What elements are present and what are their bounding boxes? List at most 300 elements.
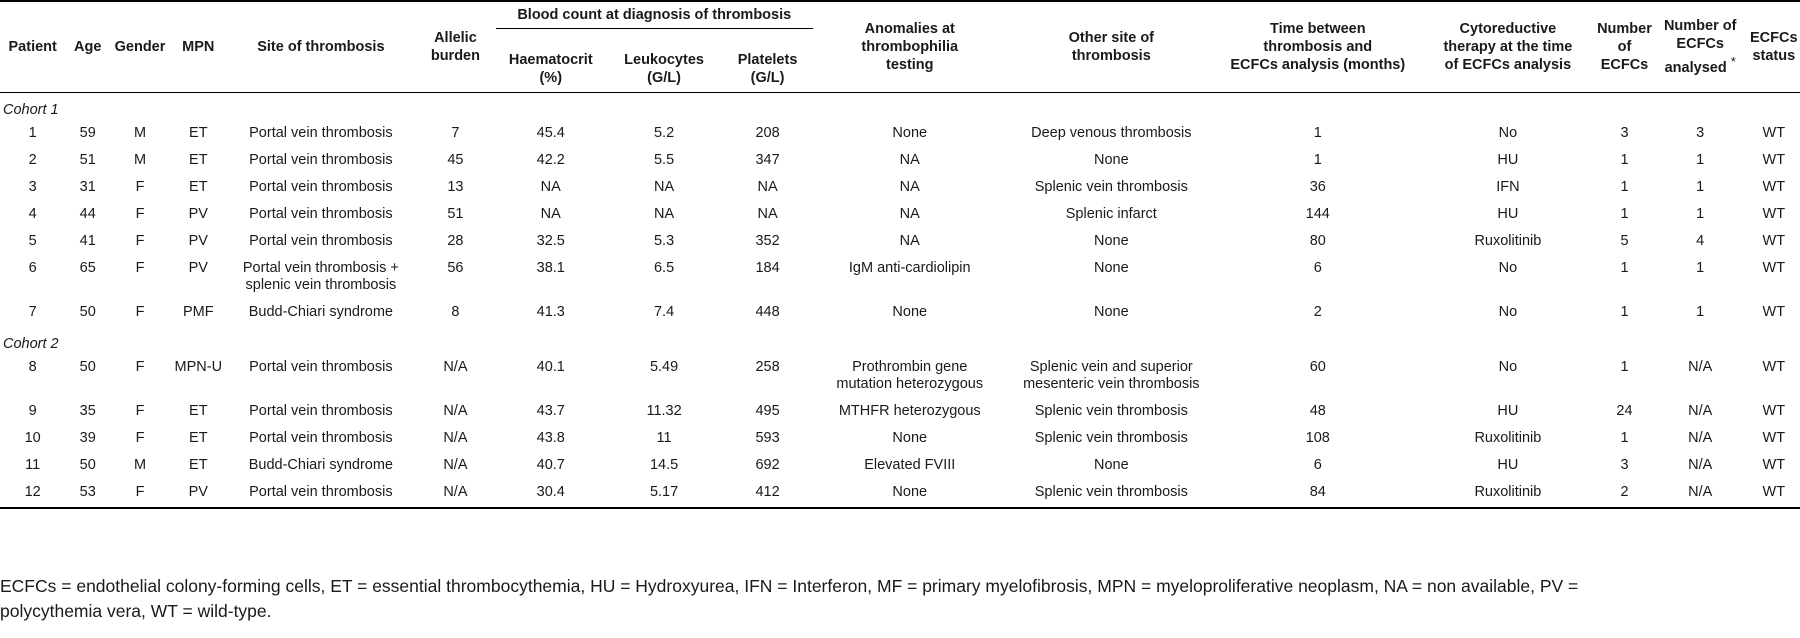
haematocrit-cell bbox=[496, 175, 606, 202]
cytoreductive-cell-text: Ruxolitinib bbox=[1474, 430, 1542, 446]
platelets-cell bbox=[722, 300, 812, 327]
cohort-1-label: Cohort 1 bbox=[3, 102, 59, 118]
number-ecfcs-cell bbox=[1596, 426, 1653, 453]
haematocrit-cell-text: NA bbox=[540, 179, 561, 195]
col-anom-l3: testing bbox=[885, 57, 934, 73]
time-cell-text: 108 bbox=[1305, 430, 1330, 446]
patient-cell-text: 4 bbox=[28, 206, 37, 222]
age-cell bbox=[65, 202, 110, 229]
cytoreductive-cell bbox=[1420, 357, 1597, 399]
col-hct-l2: (%) bbox=[539, 70, 563, 86]
other-site-cell-text: None bbox=[1093, 457, 1129, 473]
gender-cell-text: F bbox=[135, 430, 145, 446]
ecfcs-analysed-cell bbox=[1653, 123, 1748, 148]
age-cell bbox=[65, 123, 110, 148]
col-anom-l2: thrombophilia bbox=[861, 39, 959, 55]
other-site-cell bbox=[1007, 480, 1216, 508]
platelets-cell-text: NA bbox=[757, 179, 778, 195]
other-site-cell bbox=[1007, 229, 1216, 256]
patient-cell-text: 8 bbox=[28, 359, 37, 375]
table-header bbox=[0, 1, 1800, 93]
patient-cell bbox=[0, 357, 65, 399]
haematocrit-cell bbox=[496, 123, 606, 148]
other-site-cell-text: None bbox=[1093, 260, 1129, 276]
col-leukocytes bbox=[606, 29, 723, 93]
col-num-l1: Number bbox=[1597, 21, 1652, 37]
cytoreductive-cell-text: HU bbox=[1497, 206, 1519, 222]
allelic-burden-cell-text: N/A bbox=[443, 430, 468, 446]
age-cell bbox=[65, 453, 110, 480]
haematocrit-cell bbox=[496, 256, 606, 300]
number-ecfcs-cell bbox=[1596, 229, 1653, 256]
table-row bbox=[0, 256, 1800, 300]
mpn-cell bbox=[170, 357, 227, 399]
leukocytes-cell bbox=[606, 175, 723, 202]
gender-cell-text: M bbox=[133, 457, 147, 473]
gender-cell bbox=[110, 357, 170, 399]
cytoreductive-cell bbox=[1420, 480, 1597, 508]
platelets-cell-text: 448 bbox=[755, 304, 780, 320]
other-site-cell-text: Splenic infarct bbox=[1065, 206, 1157, 222]
gender-cell bbox=[110, 480, 170, 508]
haematocrit-cell bbox=[496, 229, 606, 256]
time-cell-text: 48 bbox=[1309, 403, 1326, 419]
ecfcs-analysed-cell-text: N/A bbox=[1688, 430, 1713, 446]
other-site-cell-text: Splenic vein thrombosis bbox=[1034, 403, 1188, 419]
cytoreductive-cell-text: No bbox=[1498, 125, 1518, 141]
mpn-cell-text: ET bbox=[189, 125, 208, 141]
cytoreductive-cell bbox=[1420, 202, 1597, 229]
leukocytes-cell-text: 6.5 bbox=[653, 260, 675, 276]
haematocrit-cell-text: 32.5 bbox=[536, 233, 565, 249]
cytoreductive-cell bbox=[1420, 148, 1597, 175]
allelic-burden-cell bbox=[415, 480, 496, 508]
age-cell bbox=[65, 148, 110, 175]
ecfcs-status-cell bbox=[1748, 148, 1800, 175]
age-cell-text: 53 bbox=[79, 484, 96, 500]
other-site-cell bbox=[1007, 426, 1216, 453]
site-cell-text-line2: splenic vein thrombosis bbox=[245, 277, 397, 293]
leukocytes-cell-text: 7.4 bbox=[653, 304, 675, 320]
col-haematocrit bbox=[496, 29, 606, 93]
ecfcs-analysed-cell-text: 1 bbox=[1696, 260, 1705, 276]
allelic-burden-cell bbox=[415, 202, 496, 229]
table-row bbox=[0, 357, 1800, 399]
platelets-cell bbox=[722, 256, 812, 300]
gender-cell-text: F bbox=[135, 260, 145, 276]
table-footnote bbox=[0, 574, 1800, 624]
platelets-cell-text: 352 bbox=[755, 233, 780, 249]
col-plt-l1: Platelets bbox=[737, 52, 798, 68]
patient-cell-text: 9 bbox=[28, 403, 37, 419]
col-other-site bbox=[1007, 1, 1216, 93]
haematocrit-cell bbox=[496, 202, 606, 229]
cytoreductive-cell bbox=[1420, 300, 1597, 327]
ecfcs-analysed-cell-text: N/A bbox=[1688, 457, 1713, 473]
number-ecfcs-cell bbox=[1596, 480, 1653, 508]
leukocytes-cell-text: 5.49 bbox=[649, 359, 679, 375]
col-anom-l1: Anomalies at bbox=[864, 21, 955, 37]
number-ecfcs-cell-text: 1 bbox=[1620, 304, 1629, 320]
haematocrit-cell bbox=[496, 453, 606, 480]
haematocrit-cell-text: NA bbox=[540, 206, 561, 222]
col-status-l1: ECFCs bbox=[1750, 30, 1798, 46]
ecfcs-status-cell-text: WT bbox=[1762, 304, 1786, 320]
other-site-cell bbox=[1007, 357, 1216, 399]
age-cell-text: 39 bbox=[79, 430, 96, 446]
haematocrit-cell bbox=[496, 480, 606, 508]
ecfcs-status-cell bbox=[1748, 202, 1800, 229]
ecfcs-analysed-cell-text: 1 bbox=[1696, 206, 1705, 222]
anomalies-cell-text: None bbox=[892, 484, 928, 500]
other-site-cell bbox=[1007, 256, 1216, 300]
table-row bbox=[0, 453, 1800, 480]
number-ecfcs-cell bbox=[1596, 453, 1653, 480]
table-row bbox=[0, 426, 1800, 453]
anomalies-cell-text: Elevated FVIII bbox=[864, 457, 956, 473]
leukocytes-cell-text: NA bbox=[653, 206, 675, 222]
ecfcs-status-cell bbox=[1748, 399, 1800, 426]
allelic-burden-cell bbox=[415, 453, 496, 480]
ecfcs-analysed-cell bbox=[1653, 175, 1748, 202]
table-row bbox=[0, 175, 1800, 202]
number-ecfcs-cell-text: 5 bbox=[1620, 233, 1629, 249]
col-time-l2: thrombosis and bbox=[1263, 39, 1373, 55]
platelets-cell-text: 692 bbox=[755, 457, 780, 473]
platelets-cell bbox=[722, 148, 812, 175]
allelic-burden-cell bbox=[415, 399, 496, 426]
cytoreductive-cell-text: IFN bbox=[1496, 179, 1520, 195]
age-cell-text: 51 bbox=[79, 152, 96, 168]
leukocytes-cell-text: 14.5 bbox=[649, 457, 679, 473]
table-row bbox=[0, 229, 1800, 256]
col-anal-l1: Number of bbox=[1663, 18, 1737, 35]
mpn-cell-text: ET bbox=[189, 179, 208, 195]
ecfcs-status-cell bbox=[1748, 300, 1800, 327]
site-cell bbox=[227, 399, 415, 426]
col-platelets bbox=[722, 29, 812, 93]
site-cell bbox=[227, 123, 415, 148]
time-cell bbox=[1216, 202, 1420, 229]
number-ecfcs-cell bbox=[1596, 202, 1653, 229]
number-ecfcs-cell-text: 24 bbox=[1616, 403, 1633, 419]
patient-cell bbox=[0, 480, 65, 508]
table-row bbox=[0, 148, 1800, 175]
site-cell-text: Portal vein thrombosis + bbox=[242, 260, 399, 276]
anomalies-cell bbox=[813, 453, 1007, 480]
col-plt-l2: (G/L) bbox=[750, 70, 785, 86]
cytoreductive-cell bbox=[1420, 256, 1597, 300]
col-anal-l2: ECFCs bbox=[1676, 36, 1724, 53]
mpn-cell bbox=[170, 175, 227, 202]
ecfcs-status-cell-text: WT bbox=[1762, 206, 1786, 222]
cohort-2-label: Cohort 2 bbox=[3, 336, 59, 352]
allelic-burden-cell bbox=[415, 175, 496, 202]
age-cell-text: 31 bbox=[79, 179, 96, 195]
number-ecfcs-cell bbox=[1596, 357, 1653, 399]
number-ecfcs-cell bbox=[1596, 123, 1653, 148]
number-ecfcs-cell-text: 1 bbox=[1620, 430, 1629, 446]
col-site: Site of thrombosis bbox=[257, 39, 385, 55]
anomalies-cell bbox=[813, 480, 1007, 508]
gender-cell bbox=[110, 300, 170, 327]
allelic-burden-cell-text: 8 bbox=[451, 304, 460, 320]
anomalies-cell-text: Prothrombin gene bbox=[852, 359, 968, 375]
age-cell bbox=[65, 480, 110, 508]
patient-cell-text: 7 bbox=[28, 304, 37, 320]
site-cell-text: Budd-Chiari syndrome bbox=[248, 457, 393, 473]
haematocrit-cell-text: 43.8 bbox=[536, 430, 565, 446]
number-ecfcs-cell-text: 1 bbox=[1620, 152, 1629, 168]
col-age: Age bbox=[74, 39, 102, 55]
gender-cell bbox=[110, 202, 170, 229]
site-cell-text: Portal vein thrombosis bbox=[249, 206, 393, 222]
time-cell-text: 60 bbox=[1309, 359, 1326, 375]
age-cell bbox=[65, 357, 110, 399]
time-cell bbox=[1216, 480, 1420, 508]
age-cell bbox=[65, 175, 110, 202]
anomalies-cell bbox=[813, 357, 1007, 399]
number-ecfcs-cell bbox=[1596, 148, 1653, 175]
col-number-ecfcs bbox=[1596, 1, 1653, 93]
site-cell bbox=[227, 300, 415, 327]
gender-cell bbox=[110, 148, 170, 175]
platelets-cell-text: 412 bbox=[755, 484, 780, 500]
col-num-l2: of ECFCs bbox=[1600, 39, 1649, 73]
cytoreductive-cell-text: Ruxolitinib bbox=[1474, 484, 1542, 500]
allelic-burden-cell-text: 13 bbox=[447, 179, 464, 195]
ecfcs-status-cell bbox=[1748, 256, 1800, 300]
site-cell-text: Portal vein thrombosis bbox=[249, 359, 393, 375]
anomalies-cell-text: NA bbox=[899, 152, 920, 168]
age-cell-text: 65 bbox=[79, 260, 96, 276]
ecfcs-status-cell bbox=[1748, 426, 1800, 453]
ecfcs-analysed-cell-text: N/A bbox=[1688, 359, 1713, 375]
allelic-burden-cell-text: 28 bbox=[447, 233, 464, 249]
cytoreductive-cell-text: No bbox=[1498, 304, 1518, 320]
col-anal-l3: analysed bbox=[1664, 59, 1727, 76]
site-cell bbox=[227, 175, 415, 202]
leukocytes-cell-text: 5.2 bbox=[653, 125, 675, 141]
col-cytoreductive bbox=[1420, 1, 1597, 93]
leukocytes-cell bbox=[606, 229, 723, 256]
gender-cell bbox=[110, 175, 170, 202]
mpn-cell bbox=[170, 256, 227, 300]
cytoreductive-cell bbox=[1420, 123, 1597, 148]
anomalies-cell-text: None bbox=[892, 430, 928, 446]
allelic-burden-cell-text: N/A bbox=[443, 403, 468, 419]
time-cell bbox=[1216, 357, 1420, 399]
haematocrit-cell bbox=[496, 426, 606, 453]
patient-cell-text: 10 bbox=[24, 430, 41, 446]
ecfcs-analysed-cell bbox=[1653, 256, 1748, 300]
col-cyto-l2: therapy at the time bbox=[1443, 39, 1573, 55]
ecfcs-analysed-cell-text: N/A bbox=[1688, 484, 1713, 500]
leukocytes-cell bbox=[606, 300, 723, 327]
ecfcs-analysed-cell bbox=[1653, 148, 1748, 175]
col-time-l1: Time between bbox=[1269, 21, 1366, 37]
haematocrit-cell bbox=[496, 399, 606, 426]
patient-cell-text: 12 bbox=[24, 484, 41, 500]
ecfcs-analysed-cell bbox=[1653, 453, 1748, 480]
site-cell-text: Portal vein thrombosis bbox=[249, 152, 393, 168]
col-hct-l1: Haematocrit bbox=[508, 52, 593, 68]
anomalies-cell-text: NA bbox=[899, 233, 920, 249]
gender-cell-text: F bbox=[135, 484, 145, 500]
ecfcs-status-cell-text: WT bbox=[1762, 359, 1786, 375]
allelic-burden-cell bbox=[415, 300, 496, 327]
footnote-line-2: polycythemia vera, WT = wild-type. bbox=[0, 601, 272, 621]
platelets-cell-text: 184 bbox=[755, 260, 780, 276]
time-cell-text: 144 bbox=[1305, 206, 1330, 222]
allelic-burden-cell bbox=[415, 229, 496, 256]
col-patient: Patient bbox=[8, 39, 57, 55]
age-cell-text: 44 bbox=[79, 206, 96, 222]
patient-cell bbox=[0, 202, 65, 229]
time-cell bbox=[1216, 229, 1420, 256]
cohort-1-row bbox=[0, 93, 1800, 124]
ecfcs-status-cell bbox=[1748, 453, 1800, 480]
other-site-cell-text: None bbox=[1093, 152, 1129, 168]
haematocrit-cell-text: 38.1 bbox=[536, 260, 565, 276]
number-ecfcs-cell bbox=[1596, 300, 1653, 327]
other-site-cell bbox=[1007, 453, 1216, 480]
patient-cell bbox=[0, 399, 65, 426]
gender-cell-text: F bbox=[135, 304, 145, 320]
gender-cell-text: F bbox=[135, 179, 145, 195]
patient-cell bbox=[0, 256, 65, 300]
site-cell bbox=[227, 202, 415, 229]
gender-cell bbox=[110, 123, 170, 148]
col-status-l2: status bbox=[1752, 48, 1796, 64]
gender-cell-text: F bbox=[135, 359, 145, 375]
cohort-2-row bbox=[0, 327, 1800, 357]
anomalies-cell bbox=[813, 426, 1007, 453]
platelets-cell bbox=[722, 357, 812, 399]
anomalies-cell-text: None bbox=[892, 304, 928, 320]
mpn-cell-text: PMF bbox=[182, 304, 214, 320]
col-cyto-l3: of ECFCs analysis bbox=[1444, 57, 1572, 73]
site-cell-text: Portal vein thrombosis bbox=[249, 403, 393, 419]
haematocrit-cell bbox=[496, 300, 606, 327]
other-site-cell-text: None bbox=[1093, 304, 1129, 320]
ecfcs-analysed-cell-text: 1 bbox=[1696, 179, 1705, 195]
cytoreductive-cell bbox=[1420, 453, 1597, 480]
platelets-cell bbox=[722, 426, 812, 453]
cytoreductive-cell bbox=[1420, 426, 1597, 453]
allelic-burden-cell-text: N/A bbox=[443, 457, 468, 473]
haematocrit-cell bbox=[496, 357, 606, 399]
col-other-l1: Other site of bbox=[1068, 30, 1155, 46]
ecfcs-analysed-cell-text: 4 bbox=[1696, 233, 1705, 249]
allelic-burden-cell bbox=[415, 357, 496, 399]
mpn-cell bbox=[170, 426, 227, 453]
platelets-cell bbox=[722, 399, 812, 426]
number-ecfcs-cell-text: 1 bbox=[1620, 260, 1629, 276]
leukocytes-cell-text: NA bbox=[653, 179, 675, 195]
patient-cell bbox=[0, 148, 65, 175]
site-cell-text: Portal vein thrombosis bbox=[249, 430, 393, 446]
allelic-burden-cell-text: 51 bbox=[447, 206, 464, 222]
col-cyto-l1: Cytoreductive bbox=[1459, 21, 1557, 37]
cytoreductive-cell-text: No bbox=[1498, 260, 1518, 276]
ecfcs-analysed-cell bbox=[1653, 202, 1748, 229]
time-cell bbox=[1216, 399, 1420, 426]
other-site-cell-text-line2: mesenteric vein thrombosis bbox=[1023, 376, 1200, 392]
time-cell-text: 1 bbox=[1313, 125, 1322, 141]
site-cell bbox=[227, 357, 415, 399]
mpn-cell-text: PV bbox=[188, 206, 208, 222]
site-cell-text: Budd-Chiari syndrome bbox=[248, 304, 393, 320]
cytoreductive-cell-text: No bbox=[1498, 359, 1518, 375]
other-site-cell bbox=[1007, 202, 1216, 229]
number-ecfcs-cell-text: 1 bbox=[1620, 179, 1629, 195]
col-anomalies bbox=[813, 1, 1007, 93]
patient-cell-text: 1 bbox=[28, 125, 37, 141]
ecfcs-status-cell bbox=[1748, 357, 1800, 399]
table-bottom-rule bbox=[0, 508, 1800, 509]
time-cell bbox=[1216, 426, 1420, 453]
platelets-cell-text: 258 bbox=[755, 359, 780, 375]
number-ecfcs-cell bbox=[1596, 256, 1653, 300]
patient-cell bbox=[0, 300, 65, 327]
mpn-cell-text: PV bbox=[188, 233, 208, 249]
site-cell bbox=[227, 426, 415, 453]
other-site-cell-text: Splenic vein thrombosis bbox=[1034, 430, 1188, 446]
cytoreductive-cell bbox=[1420, 175, 1597, 202]
leukocytes-cell bbox=[606, 256, 723, 300]
haematocrit-cell-text: 30.4 bbox=[536, 484, 565, 500]
cytoreductive-cell-text: HU bbox=[1497, 457, 1519, 473]
mpn-cell-text: PV bbox=[188, 260, 208, 276]
col-leuk-l2: (G/L) bbox=[647, 70, 681, 86]
time-cell-text: 6 bbox=[1313, 457, 1322, 473]
platelets-cell-text: 495 bbox=[755, 403, 780, 419]
age-cell bbox=[65, 399, 110, 426]
haematocrit-cell bbox=[496, 148, 606, 175]
site-cell bbox=[227, 229, 415, 256]
ecfcs-analysed-cell-text: 3 bbox=[1696, 125, 1705, 141]
other-site-cell bbox=[1007, 175, 1216, 202]
age-cell-text: 50 bbox=[79, 304, 96, 320]
allelic-burden-cell bbox=[415, 123, 496, 148]
anomalies-cell bbox=[813, 175, 1007, 202]
cytoreductive-cell bbox=[1420, 229, 1597, 256]
anomalies-cell-text: IgM anti-cardiolipin bbox=[848, 260, 971, 276]
patient-cell bbox=[0, 175, 65, 202]
number-ecfcs-cell bbox=[1596, 399, 1653, 426]
cytoreductive-cell bbox=[1420, 399, 1597, 426]
time-cell bbox=[1216, 123, 1420, 148]
site-cell-text: Portal vein thrombosis bbox=[249, 125, 393, 141]
time-cell bbox=[1216, 256, 1420, 300]
other-site-cell-text: Splenic vein thrombosis bbox=[1034, 179, 1188, 195]
patient-cell-text: 5 bbox=[28, 233, 37, 249]
time-cell bbox=[1216, 453, 1420, 480]
ecfcs-status-cell bbox=[1748, 229, 1800, 256]
ecfcs-analysed-cell-text: 1 bbox=[1696, 152, 1705, 168]
col-mpn: MPN bbox=[182, 39, 215, 55]
col-allelic-l1: Allelic bbox=[434, 30, 477, 46]
col-allelic bbox=[415, 1, 496, 93]
ecfcs-status-cell bbox=[1748, 123, 1800, 148]
anomalies-cell bbox=[813, 202, 1007, 229]
mpn-cell bbox=[170, 202, 227, 229]
age-cell-text: 35 bbox=[79, 403, 96, 419]
time-cell-text: 1 bbox=[1313, 152, 1322, 168]
leukocytes-cell-text: 11.32 bbox=[646, 403, 682, 419]
cytoreductive-cell-text: HU bbox=[1497, 152, 1519, 168]
